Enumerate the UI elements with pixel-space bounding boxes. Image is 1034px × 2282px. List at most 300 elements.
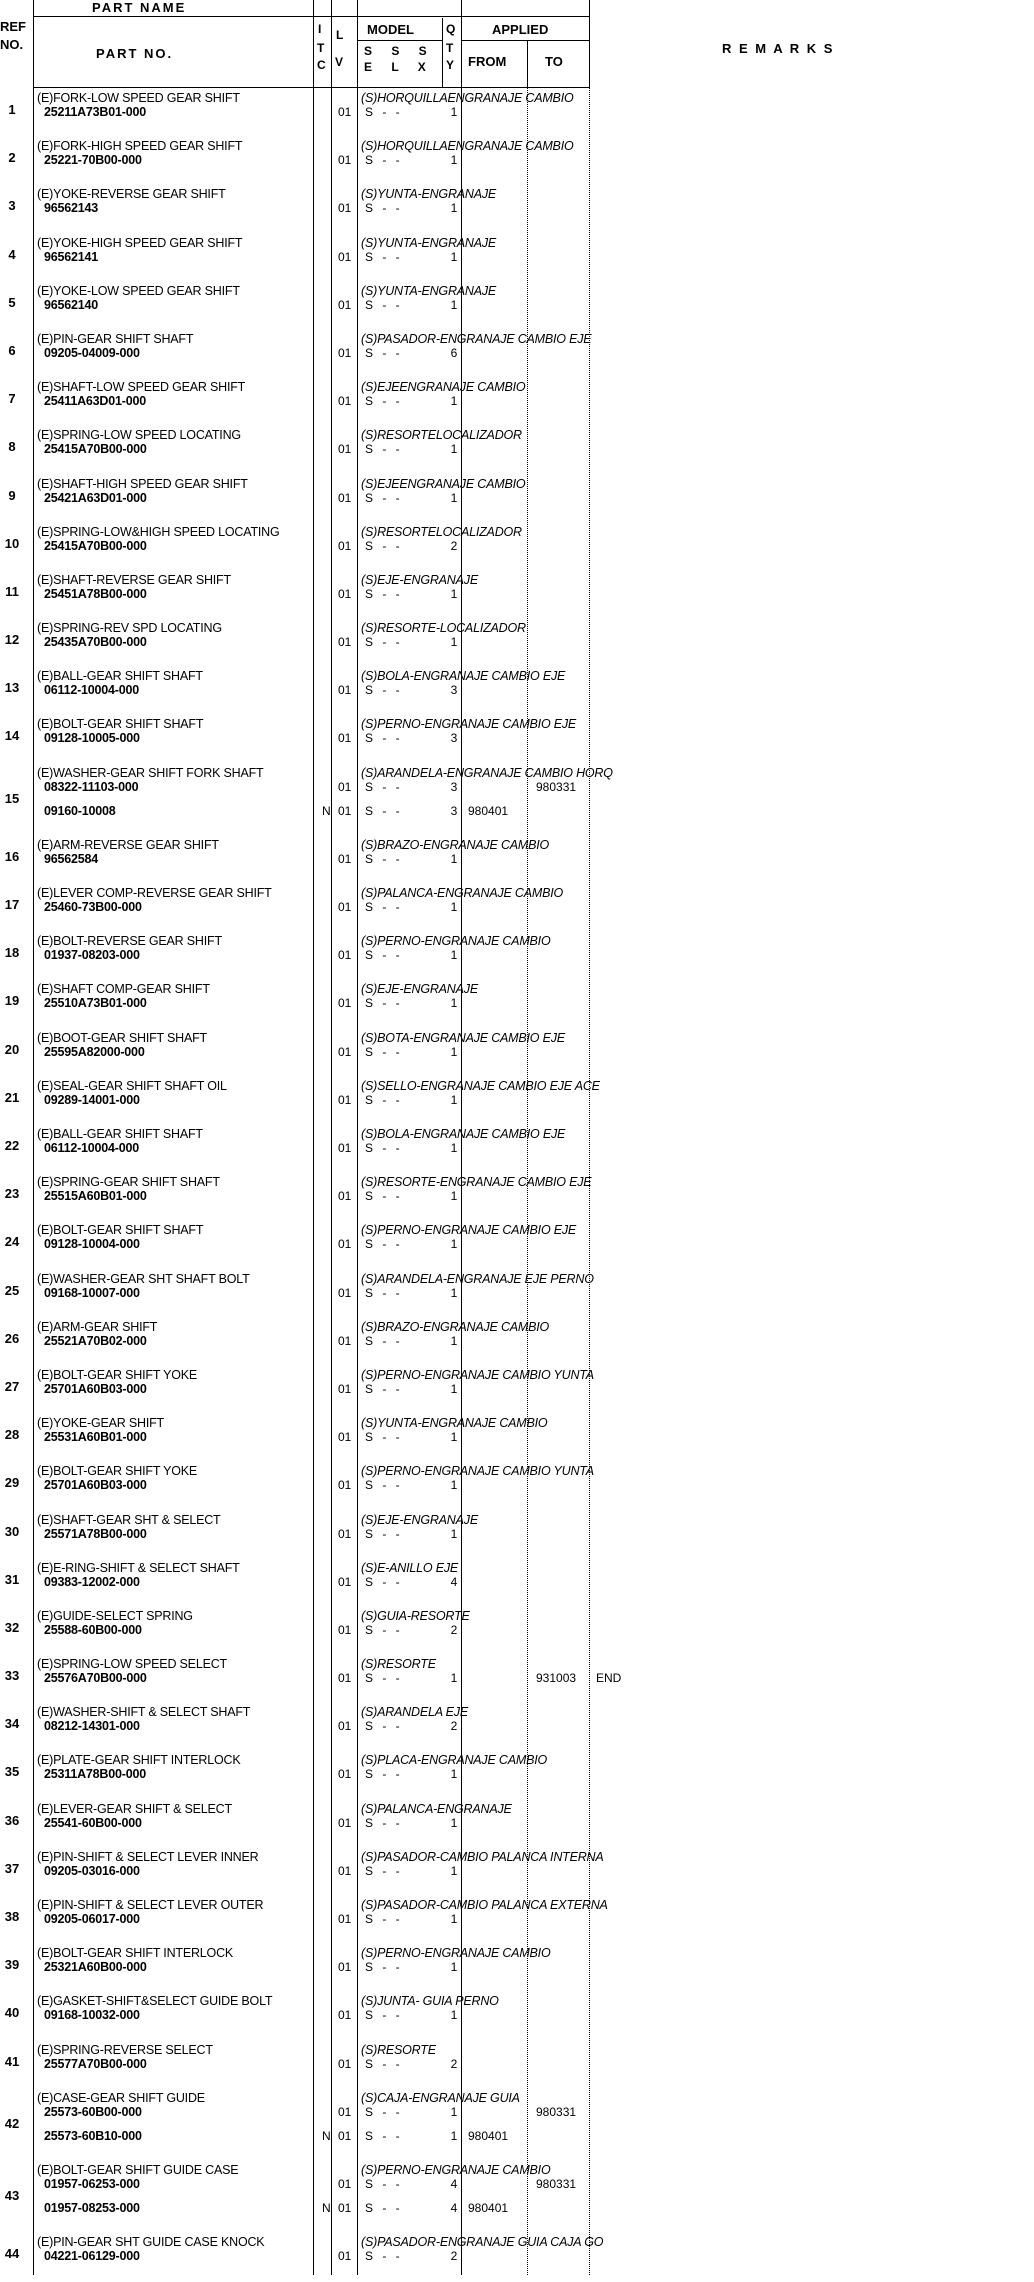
part-name-spanish: (S)GUIA-RESORTE xyxy=(361,1608,470,1623)
table-row xyxy=(0,1992,1034,2040)
header-part-no: PART NO. xyxy=(96,46,174,61)
ref-number: 1 xyxy=(8,102,16,117)
part-name-spanish: (S)PASADOR-ENGRANAJE GUIA CAJA GO xyxy=(361,2235,604,2250)
header-qty-y: Y xyxy=(446,58,455,72)
part-name: (E)SHAFT COMP-GEAR SHIFT xyxy=(37,982,210,997)
model-applicability: S - - xyxy=(365,538,403,553)
part-name: (E)PIN-GEAR SHT GUIDE CASE KNOCK xyxy=(37,2235,265,2250)
part-number: 96562584 xyxy=(44,851,99,866)
header-lv-v: V xyxy=(335,55,344,69)
header-part-name: PART NAME xyxy=(92,0,187,15)
level: 01 xyxy=(338,1863,352,1878)
part-line xyxy=(0,900,1034,917)
model-applicability: S - - xyxy=(365,851,403,866)
part-name-spanish: (S)YUNTA-ENGRANAJE CAMBIO xyxy=(361,1416,548,1431)
part-number: 09128-10005-000 xyxy=(44,731,140,746)
part-name-spanish: (S)PASADOR-CAMBIO PALANCA INTERNA xyxy=(361,1849,604,1864)
ref-number: 17 xyxy=(4,897,20,913)
model-applicability: S - - xyxy=(365,996,403,1011)
part-name-spanish: (S)E-ANILLO EJE xyxy=(361,1560,459,1575)
part-number: 09289-14001-000 xyxy=(44,1092,140,1107)
table-row xyxy=(0,2089,1034,2161)
model-applicability: S - - xyxy=(365,153,403,168)
part-name-spanish: (S)RESORTE xyxy=(361,1657,436,1672)
ref-number: 43 xyxy=(4,2188,20,2204)
ref-number: 11 xyxy=(5,583,19,599)
header-no: NO. xyxy=(0,37,24,52)
level: 01 xyxy=(338,1044,352,1059)
part-line xyxy=(0,587,1034,604)
part-name: (E)SPRING-LOW SPEED LOCATING xyxy=(37,428,241,443)
part-line xyxy=(0,1864,1034,1881)
level: 01 xyxy=(338,1333,352,1348)
applied-to: 980331 xyxy=(536,2104,577,2119)
level: 01 xyxy=(338,442,352,457)
header-qty-q: Q xyxy=(446,22,456,36)
part-name-spanish: (S)PERNO-ENGRANAJE CAMBIO xyxy=(361,1946,551,1961)
quantity: 1 xyxy=(450,851,458,866)
level: 01 xyxy=(338,635,352,650)
ref-number: 14 xyxy=(4,728,20,744)
applied-to: 931003 xyxy=(536,1671,577,1686)
part-name: (E)YOKE-GEAR SHIFT xyxy=(37,1416,164,1431)
table-row xyxy=(0,932,1034,980)
quantity: 1 xyxy=(450,201,458,216)
part-line xyxy=(0,2249,1034,2266)
part-name-spanish: (S)PALANCA-ENGRANAJE xyxy=(361,1801,512,1816)
ref-number: 37 xyxy=(4,1860,20,1876)
model-applicability: S - - xyxy=(365,442,403,457)
table-row xyxy=(0,1318,1034,1366)
quantity: 1 xyxy=(450,1767,458,1782)
part-number: 25311A78B00-000 xyxy=(44,1767,146,1782)
model-applicability: S - - xyxy=(365,394,403,409)
quantity: 1 xyxy=(450,1478,458,1493)
quantity: 6 xyxy=(450,345,458,360)
part-number: 25515A60B01-000 xyxy=(44,1189,147,1204)
model-applicability: S - - xyxy=(365,803,403,818)
table-row xyxy=(0,426,1034,474)
table-row xyxy=(0,1703,1034,1751)
level: 01 xyxy=(338,851,352,866)
table-row xyxy=(0,1029,1034,1077)
part-line xyxy=(0,731,1034,748)
ref-number: 10 xyxy=(4,535,20,551)
level: 01 xyxy=(338,2056,352,2071)
ref-number: 40 xyxy=(4,2005,20,2021)
part-number: 09205-04009-000 xyxy=(44,345,140,360)
part-line xyxy=(0,2129,1034,2146)
level: 01 xyxy=(338,249,352,264)
table-row xyxy=(0,2233,1034,2281)
part-name: (E)YOKE-LOW SPEED GEAR SHIFT xyxy=(37,283,240,298)
model-applicability: S - - xyxy=(365,2008,403,2023)
table-row xyxy=(0,1221,1034,1269)
part-number: 25577A70B00-000 xyxy=(44,2056,147,2071)
level: 01 xyxy=(338,1671,352,1686)
part-name: (E)YOKE-REVERSE GEAR SHIFT xyxy=(37,187,226,202)
part-name: (E)ARM-GEAR SHIFT xyxy=(37,1319,158,1334)
part-line xyxy=(0,1430,1034,1447)
part-line xyxy=(0,442,1034,459)
ref-number: 33 xyxy=(4,1668,20,1684)
model-applicability: S - - xyxy=(365,2128,403,2143)
part-line xyxy=(0,1719,1034,1736)
level: 01 xyxy=(338,1381,352,1396)
part-name: (E)SPRING-LOW SPEED SELECT xyxy=(37,1657,227,1672)
model-applicability: S - - xyxy=(365,2056,403,2071)
part-name: (E)SPRING-LOW&HIGH SPEED LOCATING xyxy=(37,524,280,539)
ref-number: 12 xyxy=(4,632,20,648)
model-applicability: S - - xyxy=(365,1092,403,1107)
part-number: 25221-70B00-000 xyxy=(44,153,142,168)
ref-number: 2 xyxy=(8,150,16,166)
part-line xyxy=(0,346,1034,363)
part-name: (E)WASHER-GEAR SHIFT FORK SHAFT xyxy=(37,765,264,780)
model-applicability: S - - xyxy=(365,2177,403,2192)
table-row xyxy=(0,234,1034,282)
level: 01 xyxy=(338,779,352,794)
part-name-spanish: (S)BRAZO-ENGRANAJE CAMBIO xyxy=(361,837,550,852)
part-name-spanish: (S)PLACA-ENGRANAJE CAMBIO xyxy=(361,1753,548,1768)
table-row xyxy=(0,2161,1034,2233)
applied-to: 980331 xyxy=(536,2177,577,2192)
part-line xyxy=(0,201,1034,218)
level: 01 xyxy=(338,1574,352,1589)
part-number: 25541-60B00-000 xyxy=(44,1815,142,1830)
model-applicability: S - - xyxy=(365,1767,403,1782)
ref-number: 15 xyxy=(4,790,20,806)
quantity: 3 xyxy=(450,779,458,794)
quantity: 1 xyxy=(450,635,458,650)
model-applicability: S - - xyxy=(365,2201,403,2216)
quantity: 1 xyxy=(450,1815,458,1830)
level: 01 xyxy=(338,1960,352,1975)
level: 01 xyxy=(338,105,352,119)
level: 01 xyxy=(338,297,352,312)
table-row xyxy=(0,836,1034,884)
ref-number: 3 xyxy=(8,198,16,214)
header-applied: APPLIED xyxy=(492,22,549,37)
table-row xyxy=(0,1511,1034,1559)
level: 01 xyxy=(338,2128,352,2143)
ref-number: 29 xyxy=(4,1475,20,1491)
model-applicability: S - - xyxy=(365,345,403,360)
part-line xyxy=(0,2008,1034,2025)
model-applicability: S - - xyxy=(365,2249,403,2264)
level: 01 xyxy=(338,731,352,746)
part-line xyxy=(0,780,1034,797)
quantity: 1 xyxy=(450,1285,458,1300)
quantity: 1 xyxy=(450,153,458,168)
part-line xyxy=(0,394,1034,411)
header-model-rule xyxy=(358,40,442,41)
part-name-spanish: (S)YUNTA-ENGRANAJE xyxy=(361,283,497,298)
part-name: (E)BOLT-REVERSE GEAR SHIFT xyxy=(37,934,222,949)
part-line xyxy=(0,996,1034,1013)
part-line xyxy=(0,1767,1034,1784)
part-name-spanish: (S)EJE-ENGRANAJE xyxy=(361,982,478,997)
model-applicability: S - - xyxy=(365,948,403,963)
part-line xyxy=(0,1816,1034,1833)
part-name-spanish: (S)EJE-ENGRANAJE xyxy=(361,572,478,587)
header-lv-l: L xyxy=(336,28,344,42)
level: 01 xyxy=(338,1767,352,1782)
quantity: 1 xyxy=(450,442,458,457)
ref-number: 27 xyxy=(4,1378,20,1394)
level: 01 xyxy=(338,1237,352,1252)
model-applicability: S - - xyxy=(365,1912,403,1927)
part-line xyxy=(0,1478,1034,1495)
header-qty-t: T xyxy=(446,41,454,55)
quantity: 1 xyxy=(450,1526,458,1541)
part-name: (E)ARM-REVERSE GEAR SHIFT xyxy=(37,837,219,852)
part-name: (E)BOLT-GEAR SHIFT YOKE xyxy=(37,1464,198,1479)
level: 01 xyxy=(338,1815,352,1830)
ref-number: 19 xyxy=(4,993,20,1009)
quantity: 1 xyxy=(450,1430,458,1445)
ref-number: 30 xyxy=(4,1523,20,1539)
part-name: (E)BOLT-GEAR SHIFT YOKE xyxy=(37,1367,198,1382)
table-row xyxy=(0,475,1034,523)
part-line xyxy=(0,298,1034,315)
quantity: 1 xyxy=(450,1092,458,1107)
table-row xyxy=(0,715,1034,763)
model-applicability: S - - xyxy=(365,297,403,312)
table-row xyxy=(0,1896,1034,1944)
ref-number: 21 xyxy=(4,1089,20,1105)
quantity: 1 xyxy=(450,1671,458,1686)
level: 01 xyxy=(338,2104,352,2119)
part-number: 09168-10007-000 xyxy=(44,1285,140,1300)
ref-number: 5 xyxy=(8,294,16,310)
part-name: (E)LEVER COMP-REVERSE GEAR SHIFT xyxy=(37,886,272,901)
model-applicability: S - - xyxy=(365,1960,403,1975)
part-name: (E)GUIDE-SELECT SPRING xyxy=(37,1608,193,1623)
table-row xyxy=(0,1270,1034,1318)
model-applicability: S - - xyxy=(365,1044,403,1059)
quantity: 4 xyxy=(450,2201,458,2216)
rule-qty-left xyxy=(442,18,443,88)
level: 01 xyxy=(338,201,352,216)
part-name-spanish: (S)PERNO-ENGRANAJE CAMBIO xyxy=(361,2163,551,2178)
part-name: (E)BOLT-GEAR SHIFT SHAFT xyxy=(37,717,204,732)
header-itc-t: T xyxy=(317,41,325,55)
ref-number: 44 xyxy=(4,2246,20,2262)
ref-number: 13 xyxy=(4,680,20,696)
part-line xyxy=(0,1045,1034,1062)
part-line xyxy=(0,1623,1034,1640)
part-number: 06112-10004-000 xyxy=(44,683,140,698)
part-name: (E)BALL-GEAR SHIFT SHAFT xyxy=(37,1127,203,1142)
part-number: 25571A78B00-000 xyxy=(44,1526,147,1541)
table-row xyxy=(0,185,1034,233)
itc-code: N xyxy=(322,803,331,818)
table-row xyxy=(0,1125,1034,1173)
quantity: 1 xyxy=(450,394,458,409)
part-name: (E)LEVER-GEAR SHIFT & SELECT xyxy=(37,1801,232,1816)
ref-number: 39 xyxy=(4,1957,20,1973)
part-name: (E)YOKE-HIGH SPEED GEAR SHIFT xyxy=(37,235,243,250)
part-number: 25701A60B03-000 xyxy=(44,1478,147,1493)
table-row xyxy=(0,667,1034,715)
model-applicability: S - - xyxy=(365,490,403,505)
part-line xyxy=(0,804,1034,821)
level: 01 xyxy=(338,490,352,505)
part-number: 25421A63D01-000 xyxy=(44,490,147,505)
part-line xyxy=(0,491,1034,508)
ref-number: 7 xyxy=(8,391,16,407)
model-applicability: S - - xyxy=(365,1381,403,1396)
part-name: (E)SHAFT-GEAR SHT & SELECT xyxy=(37,1512,221,1527)
part-number: 25576A70B00-000 xyxy=(44,1671,147,1686)
level: 01 xyxy=(338,803,352,818)
ref-number: 18 xyxy=(4,945,20,961)
level: 01 xyxy=(338,153,352,168)
part-number: 09383-12002-000 xyxy=(44,1574,140,1589)
part-line xyxy=(0,635,1034,652)
part-line xyxy=(0,1575,1034,1592)
part-number: 25701A60B03-000 xyxy=(44,1381,147,1396)
table-row xyxy=(0,1173,1034,1221)
header-model-sel-bot: E L X xyxy=(364,60,434,74)
part-name-spanish: (S)HORQUILLAENGRANAJE CAMBIO xyxy=(361,139,574,154)
part-number: 25521A70B02-000 xyxy=(44,1333,147,1348)
part-name: (E)E-RING-SHIFT & SELECT SHAFT xyxy=(37,1560,240,1575)
quantity: 3 xyxy=(450,803,458,818)
ref-number: 22 xyxy=(4,1138,20,1154)
ref-number: 16 xyxy=(4,848,20,864)
table-row xyxy=(0,1607,1034,1655)
quantity: 1 xyxy=(450,1141,458,1156)
part-line xyxy=(0,1189,1034,1206)
part-number: 01957-08253-000 xyxy=(44,2201,140,2216)
part-line xyxy=(0,683,1034,700)
part-name: (E)SPRING-GEAR SHIFT SHAFT xyxy=(37,1175,220,1190)
part-number: 09205-06017-000 xyxy=(44,1912,140,1927)
table-row xyxy=(0,282,1034,330)
header-from: FROM xyxy=(468,54,507,69)
part-number: 25411A63D01-000 xyxy=(44,394,146,409)
model-applicability: S - - xyxy=(365,1671,403,1686)
quantity: 3 xyxy=(450,731,458,746)
quantity: 1 xyxy=(450,996,458,1011)
model-applicability: S - - xyxy=(365,1526,403,1541)
level: 01 xyxy=(338,1478,352,1493)
part-name: (E)BALL-GEAR SHIFT SHAFT xyxy=(37,669,203,684)
rule-from-to xyxy=(527,40,528,88)
level: 01 xyxy=(338,345,352,360)
part-name-spanish: (S)CAJA-ENGRANAJE GUIA xyxy=(361,2090,520,2105)
part-name-spanish: (S)EJE-ENGRANAJE xyxy=(361,1512,478,1527)
part-line xyxy=(0,948,1034,965)
part-name-spanish: (S)RESORTELOCALIZADOR xyxy=(361,524,522,539)
applied-from: 980401 xyxy=(468,2201,509,2216)
part-name-spanish: (S)RESORTE-LOCALIZADOR xyxy=(361,621,526,636)
part-name-spanish: (S)ARANDELA-ENGRANAJE CAMBIO HORQ xyxy=(361,765,613,780)
part-number: 08322-11103-000 xyxy=(44,779,139,794)
part-name-spanish: (S)BRAZO-ENGRANAJE CAMBIO xyxy=(361,1319,550,1334)
header-rule xyxy=(34,16,590,17)
ref-number: 25 xyxy=(4,1282,20,1298)
table-row xyxy=(0,378,1034,426)
table-row xyxy=(0,1751,1034,1799)
quantity: 4 xyxy=(450,2177,458,2192)
part-name-spanish: (S)PERNO-ENGRANAJE CAMBIO EJE xyxy=(361,717,577,732)
part-name: (E)PLATE-GEAR SHIFT INTERLOCK xyxy=(37,1753,241,1768)
rule-remarks xyxy=(589,0,590,88)
part-name-spanish: (S)BOLA-ENGRANAJE CAMBIO EJE xyxy=(361,669,566,684)
part-name: (E)SHAFT-REVERSE GEAR SHIFT xyxy=(37,572,231,587)
part-number: 09160-10008 xyxy=(44,803,116,818)
part-line xyxy=(0,1141,1034,1158)
part-name-spanish: (S)PERNO-ENGRANAJE CAMBIO xyxy=(361,934,551,949)
part-number: 09128-10004-000 xyxy=(44,1237,140,1252)
model-applicability: S - - xyxy=(365,683,403,698)
header-remarks: R E M A R K S xyxy=(722,41,835,56)
table-row xyxy=(0,571,1034,619)
level: 01 xyxy=(338,394,352,409)
part-name-spanish: (S)EJEENGRANAJE CAMBIO xyxy=(361,476,526,491)
part-number: 96562140 xyxy=(44,297,99,312)
part-name-spanish: (S)YUNTA-ENGRANAJE xyxy=(361,187,497,202)
quantity: 1 xyxy=(450,249,458,264)
part-line xyxy=(0,1912,1034,1929)
part-name-spanish: (S)ARANDELA-ENGRANAJE EJE PERNO xyxy=(361,1271,594,1286)
level: 01 xyxy=(338,1622,352,1637)
part-name: (E)FORK-HIGH SPEED GEAR SHIFT xyxy=(37,139,243,154)
part-line xyxy=(0,1093,1034,1110)
applied-to: 980331 xyxy=(536,779,577,794)
ref-number: 9 xyxy=(8,487,16,503)
table-row xyxy=(0,764,1034,836)
quantity: 1 xyxy=(450,1333,458,1348)
header-applied-rule xyxy=(461,40,589,41)
model-applicability: S - - xyxy=(365,201,403,216)
part-number: 25510A73B01-000 xyxy=(44,996,147,1011)
model-applicability: S - - xyxy=(365,1863,403,1878)
quantity: 1 xyxy=(450,490,458,505)
header-to: TO xyxy=(545,54,563,69)
ref-number: 6 xyxy=(8,342,16,358)
level: 01 xyxy=(338,996,352,1011)
part-number: 04221-06129-000 xyxy=(44,2249,140,2264)
ref-number: 23 xyxy=(4,1186,20,1202)
level: 01 xyxy=(338,1719,352,1734)
table-row xyxy=(0,1800,1034,1848)
quantity: 2 xyxy=(450,1719,458,1734)
level: 01 xyxy=(338,2249,352,2264)
header-itc-i: I xyxy=(318,22,322,36)
part-line xyxy=(0,250,1034,267)
table-row xyxy=(0,1366,1034,1414)
part-line xyxy=(0,105,1034,122)
model-applicability: S - - xyxy=(365,249,403,264)
part-number: 25595A82000-000 xyxy=(44,1044,145,1059)
part-name: (E)BOOT-GEAR SHIFT SHAFT xyxy=(37,1030,207,1045)
part-name-spanish: (S)PALANCA-ENGRANAJE CAMBIO xyxy=(361,886,564,901)
part-number: 25451A78B00-000 xyxy=(44,586,147,601)
level: 01 xyxy=(338,2008,352,2023)
part-name: (E)FORK-LOW SPEED GEAR SHIFT xyxy=(37,91,240,105)
table-row xyxy=(0,1848,1034,1896)
table-row xyxy=(0,2041,1034,2089)
parts-table-body xyxy=(0,89,1034,2282)
part-name-spanish: (S)PASADOR-ENGRANAJE CAMBIO EJE xyxy=(361,331,592,346)
quantity: 1 xyxy=(450,1863,458,1878)
header-bottom-rule xyxy=(34,87,590,88)
part-line xyxy=(0,2201,1034,2218)
